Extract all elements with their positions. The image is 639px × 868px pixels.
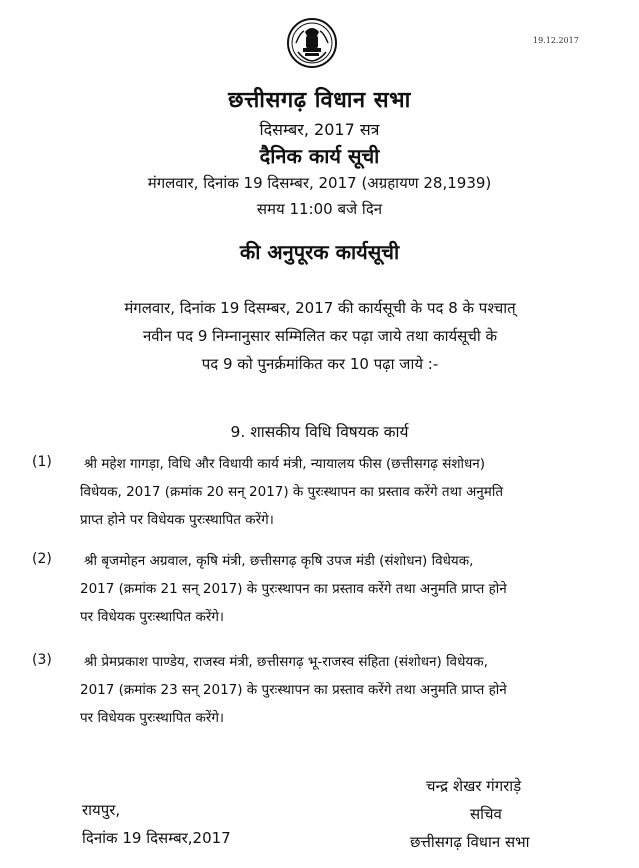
item-line: प्राप्त होने पर विधेयक पुरःस्थापित करेंगे। <box>80 512 274 528</box>
item-line: विधेयक, 2017 (क्रमांक 20 सन् 2017) के पुरःस्थापन का प्रस्ताव करेंगे तथा अनुमति <box>80 484 504 500</box>
assembly-title: छत्तीसगढ़ विधान सभा <box>228 88 411 113</box>
item-number: (2) <box>32 551 52 567</box>
supplementary-title: की अनुपूरक कार्यसूची <box>239 240 400 264</box>
date-stamp: 19.12.2017 <box>533 36 579 45</box>
item-line: 2017 (क्रमांक 23 सन् 2017) के पुरःस्थापन का प्रस्ताव करेंगे तथा अनुमति प्राप्त होने <box>80 682 507 698</box>
intro-line: नवीन पद 9 निम्नानुसार सम्मिलित कर पढ़ा जाये तथा कार्यसूची के <box>142 327 498 345</box>
list-item <box>80 450 610 534</box>
agenda-time: समय 11:00 बजे दिन <box>256 200 383 218</box>
place: रायपुर, <box>82 801 121 819</box>
signatory-title: सचिव <box>470 805 502 823</box>
intro-line: मंगलवार, दिनांक 19 दिसम्बर, 2017 की कार्यसूची के पद 8 के पश्चात् <box>124 299 516 317</box>
list-item <box>80 648 610 732</box>
signatory-name: चन्द्र शेखर गंगराड़े <box>426 777 522 795</box>
item-line: पर विधेयक पुरःस्थापित करेंगे। <box>80 609 225 625</box>
item-number: (3) <box>32 652 52 668</box>
item-line: पर विधेयक पुरःस्थापित करेंगे। <box>80 710 225 726</box>
state-emblem-icon <box>286 16 338 70</box>
item-line: श्री बृजमोहन अग्रवाल, कृषि मंत्री, छत्तीसगढ़ कृषि उपज मंडी (संशोधन) विधेयक, <box>84 553 474 569</box>
item-line: श्री महेश गागड़ा, विधि और विधायी कार्य मंत्री, न्यायालय फीस (छत्तीसगढ़ संशोधन) <box>84 456 486 472</box>
list-item <box>80 547 610 631</box>
session-title: दिसम्बर, 2017 सत्र <box>259 120 380 139</box>
agenda-dateline: मंगलवार, दिनांक 19 दिसम्बर, 2017 (अग्रहायण 28,1939) <box>147 174 492 192</box>
item-number: (1) <box>32 454 52 470</box>
agenda-title: दैनिक कार्य सूची <box>259 144 380 168</box>
item-line: श्री प्रेमप्रकाश पाण्डेय, राजस्व मंत्री, छत्तीसगढ़ भू-राजस्व संहिता (संशोधन) विधेयक, <box>84 654 488 670</box>
intro-paragraph <box>20 294 620 378</box>
signatory-org: छत्तीसगढ़ विधान सभा <box>410 833 530 851</box>
section-heading: 9. शासकीय विधि विषयक कार्य <box>230 423 409 441</box>
issue-date: दिनांक 19 दिसम्बर,2017 <box>82 829 231 847</box>
item-line: 2017 (क्रमांक 21 सन् 2017) के पुरःस्थापन का प्रस्ताव करेंगे तथा अनुमति प्राप्त होने <box>80 581 507 597</box>
intro-line: पद 9 को पुनर्क्रमांकित कर 10 पढ़ा जाये :- <box>201 355 439 373</box>
